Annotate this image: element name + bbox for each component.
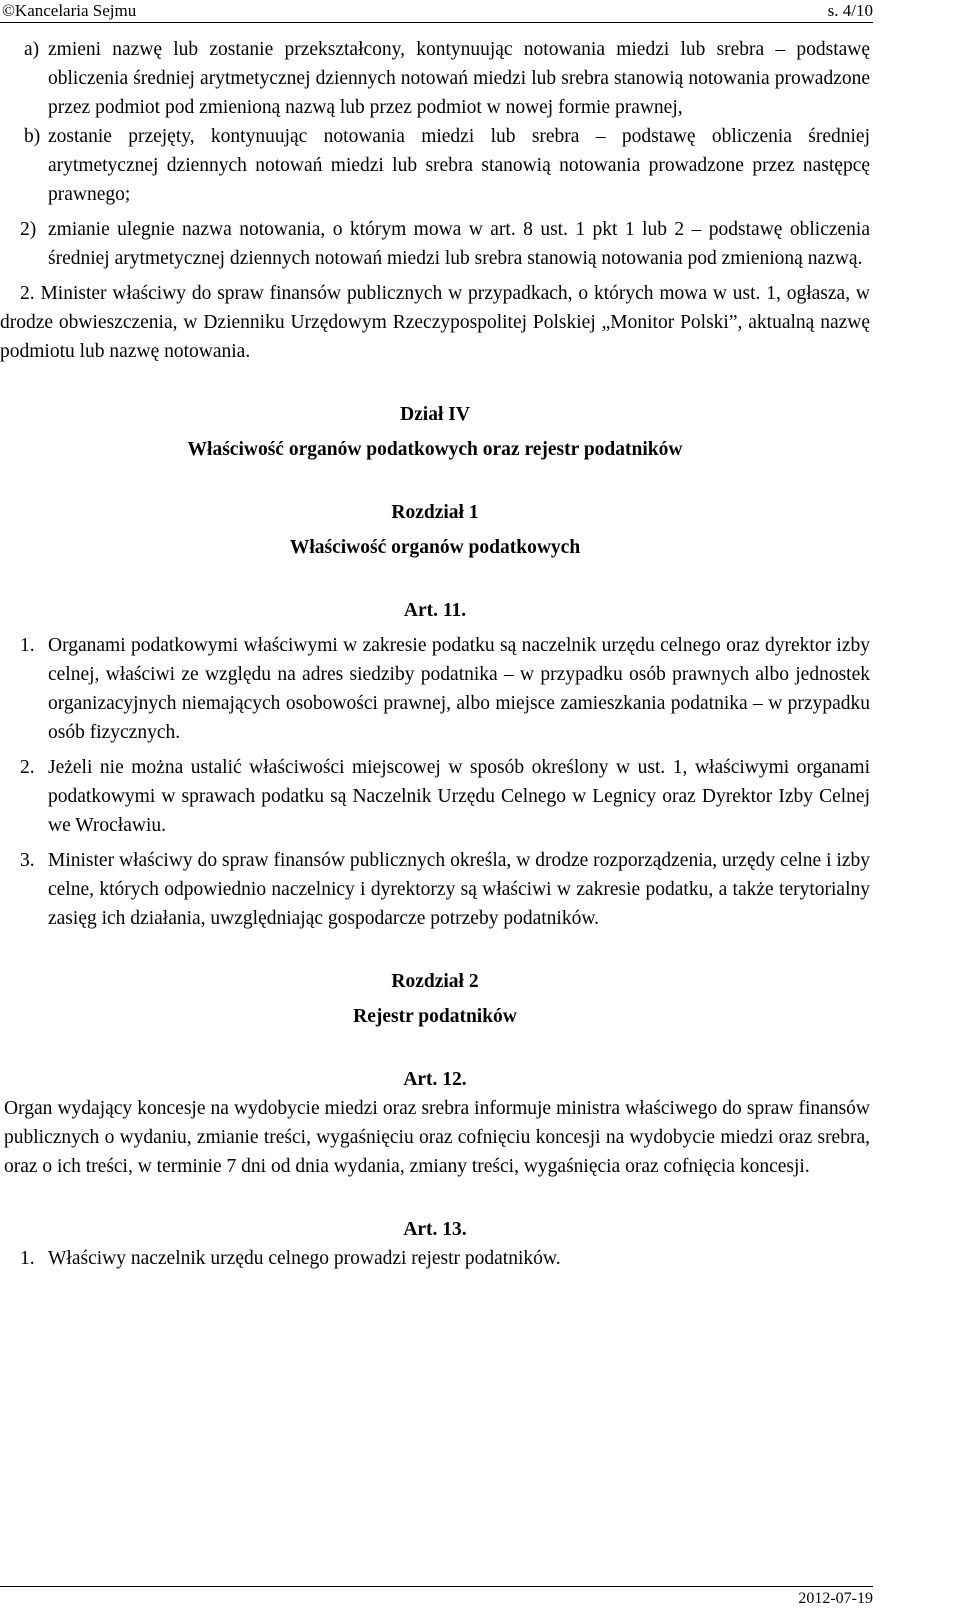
art-11-ust-2-text: Jeżeli nie można ustalić właściwości miejscowej w sposób określony w ust. 1, właściwymi organami podatkowymi w sprawach podatku są Naczelnik Urzędu Celnego w Legnicy oraz Dyrektor Izby Celnej we Wrocławiu.: [48, 757, 870, 836]
art-13-ust-1-marker: 1.: [20, 1248, 35, 1269]
division-title: Dział IV: [400, 404, 470, 425]
chapter-1-title: Rozdział 1: [391, 502, 479, 523]
point-2-text: zmianie ulegnie nazwa notowania, o którym mowa w art. 8 ust. 1 pkt 1 lub 2 – podstawę obliczenia średniej arytmetycznej dziennych notowań miedzi lub srebra stanowią notowania pod zmienioną nazwą.: [48, 219, 870, 269]
item-b: [0, 122, 870, 209]
page-footer: [0, 1586, 873, 1611]
page-header: [0, 0, 873, 23]
page-number: s. 4/10: [827, 1, 873, 20]
art-11-ust-3-text: Minister właściwy do spraw finansów publicznych określa, w drodze rozporządzenia, urzędy celne i izby celne, których odpowiednio naczelnicy i dyrektorzy są właściwi w zakresie podatku, a także terytorialny zasięg ich działania, uwzględniając gospodarcze potrzeby podatników.: [48, 850, 870, 929]
item-a: [0, 35, 870, 122]
footer-date: 2012-07-19: [798, 1590, 873, 1607]
point-2-marker: 2): [20, 219, 37, 240]
copyright-label: ©Kancelaria Sejmu: [2, 1, 137, 20]
item-a-text: zmieni nazwę lub zostanie przekształcony, kontynuując notowania miedzi lub srebra – podstawę obliczenia średniej arytmetycznej dziennych notowań miedzi lub srebra stanowią notowania prowadzone przez podmiot pod zmienioną nazwą lub przez podmiot w nowej formie prawnej,: [48, 39, 870, 118]
chapter-1-subtitle: Właściwość organów podatkowych: [289, 537, 581, 558]
art-12-text: Organ wydający koncesje na wydobycie miedzi oraz srebra informuje ministra właściwego do spraw finansów publicznych o wydaniu, zmianie treści, wygaśnięciu oraz cofnięciu koncesji na wydobycie miedzi oraz srebra, oraz o ich treści, w terminie 7 dni od dnia wydania, zmiany treści, wygaśnięcia oraz cofnięcia koncesji.: [4, 1098, 870, 1177]
chapter-2-title: Rozdział 2: [391, 971, 479, 992]
art-11-ust-3: [0, 846, 870, 933]
art-13-ust-1-text: Właściwy naczelnik urzędu celnego prowadzi rejestr podatników.: [48, 1248, 561, 1269]
point-2: [0, 215, 870, 273]
art-11-ust-1-text: Organami podatkowymi właściwymi w zakresie podatku są naczelnik urzędu celnego oraz dyrektor izby celnej, właściwi ze względu na adres siedziby podatnika – w przypadku osób prawnych albo jednostek organizacyjnych niemających osobowości prawnej, albo miejsce zamieszkania podatnika – w przypadku osób fizycznych.: [48, 635, 870, 743]
division-subtitle: Właściwość organów podatkowych oraz rejestr podatników: [187, 439, 683, 460]
chapter-2-subtitle: Rejestr podatników: [353, 1006, 517, 1027]
item-b-marker: b): [24, 126, 41, 147]
item-b-text: zostanie przejęty, kontynuując notowania miedzi lub srebra – podstawę obliczenia średniej arytmetycznej dziennych notowań miedzi lub srebra stanowią notowania prowadzone przez następcę prawnego;: [48, 126, 870, 205]
art-11-ust-3-marker: 3.: [20, 850, 35, 871]
art-13-title: Art. 13.: [403, 1219, 467, 1240]
ust-2-text: 2. Minister właściwy do spraw finansów publicznych w przypadkach, o których mowa w ust. 1, ogłasza, w drodze obwieszczenia, w Dzienniku Urzędowym Rzeczypospolitej Polskiej „Monitor Polski”, aktualną nazwę podmiotu lub nazwę notowania.: [0, 283, 870, 362]
art-11-ust-1: [0, 631, 870, 747]
art-13-ust-1: [0, 1244, 870, 1273]
art-11-ust-1-marker: 1.: [20, 635, 35, 656]
art-11-title: Art. 11.: [403, 600, 467, 621]
document-body: [0, 35, 870, 1273]
art-11-ust-2: [0, 753, 870, 840]
art-12-title: Art. 12.: [403, 1069, 467, 1090]
item-a-marker: a): [24, 39, 40, 60]
ust-2: [0, 279, 870, 366]
art-11-ust-2-marker: 2.: [20, 757, 35, 778]
